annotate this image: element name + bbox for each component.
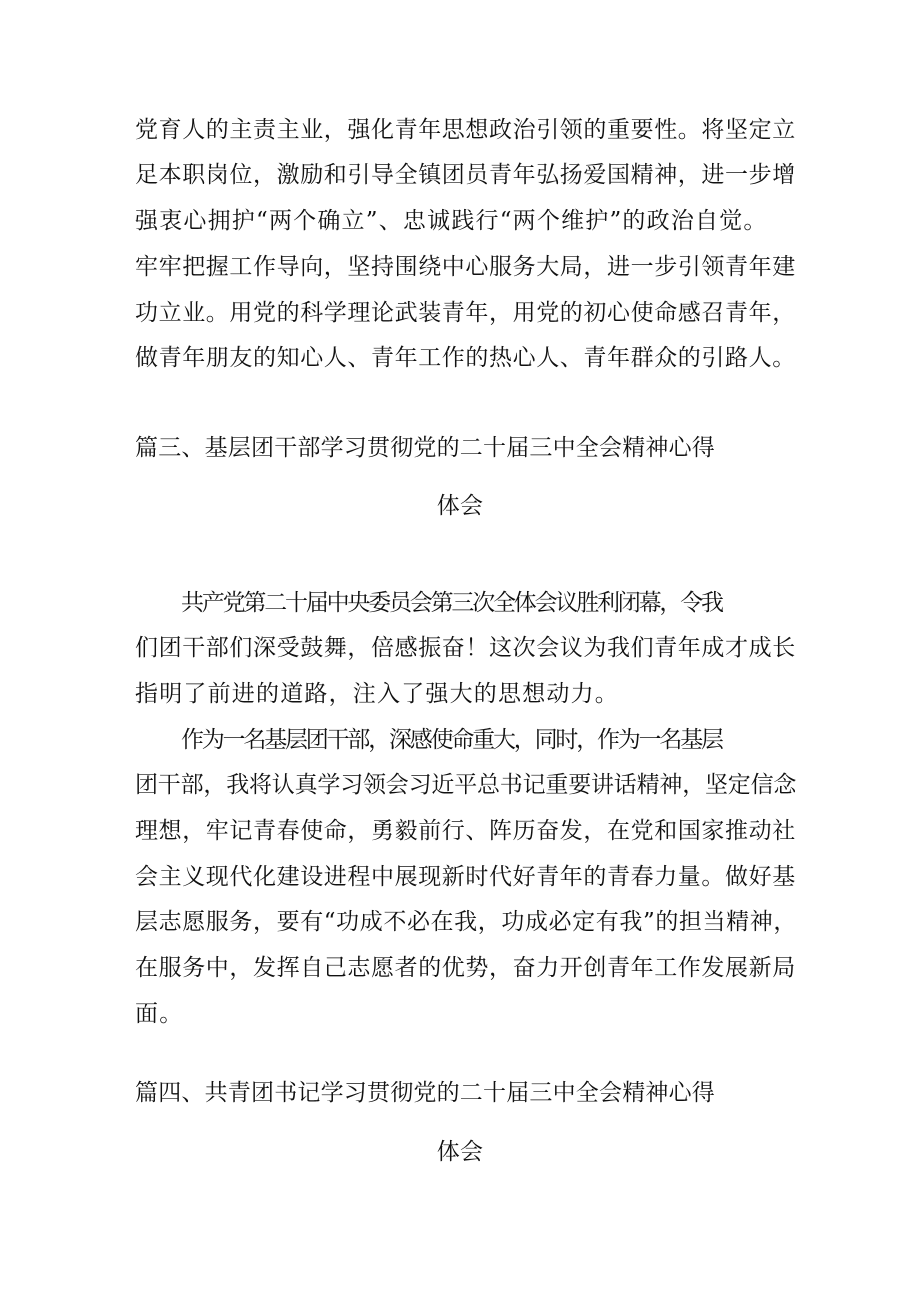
text-line: 指明了前进的道路，注入了强大的思想动力。 [135,681,619,707]
section-3-title: 篇三、基层团干部学习贯彻党的二十届三中全会精神心得 [135,435,715,461]
text-line: 团干部，我将认真学习领会习近平总书记重要讲话精神，坚定信念 [135,772,797,798]
text-line: 作为一名基层团干部，深感使命重大，同时，作为一名基层 [181,727,722,753]
text-line: 功立业。用党的科学理论武装青年，用党的初心使命感召青年， [135,300,796,326]
text-line: 面。 [135,1001,184,1027]
text-line: 足本职岗位，激励和引导全镇团员青年弘扬爱国精神，进一步增 [135,162,796,188]
section-4-title: 篇四、共青团书记学习贯彻党的二十届三中全会精神心得 [135,1080,715,1106]
section-4-title-continued: 体会 [436,1139,484,1165]
text-line: 牢牢把握工作导向，坚持围绕中心服务大局，进一步引领青年建 [135,254,796,280]
text-line: 理想，牢记青春使命，勇毅前行、阵历奋发，在党和国家推动社 [135,818,796,844]
text-line: 在服务中，发挥自己志愿者的优势，奋力开创青年工作发展新局 [135,955,796,981]
text-line: 层志愿服务，要有“功成不必在我，功成必定有我”的担当精神， [135,909,797,935]
section-3-title-continued: 体会 [436,493,484,519]
text-line: 们团干部们深受鼓舞，倍感振奋！这次会议为我们青年成才成长 [135,635,796,661]
text-line: 党育人的主责主业，强化青年思想政治引领的重要性。将坚定立 [135,117,796,143]
text-line: 共产党第二十届中央委员会第三次全体会议胜利闭幕，令我 [181,590,722,616]
text-line: 会主义现代化建设进程中展现新时代好青年的青春力量。做好基 [135,864,796,890]
text-line: 做青年朋友的知心人、青年工作的热心人、青年群众的引路人。 [135,345,796,371]
text-line: 强衷心拥护“两个确立”、忠诚践行“两个维护”的政治自觉。 [135,208,768,234]
